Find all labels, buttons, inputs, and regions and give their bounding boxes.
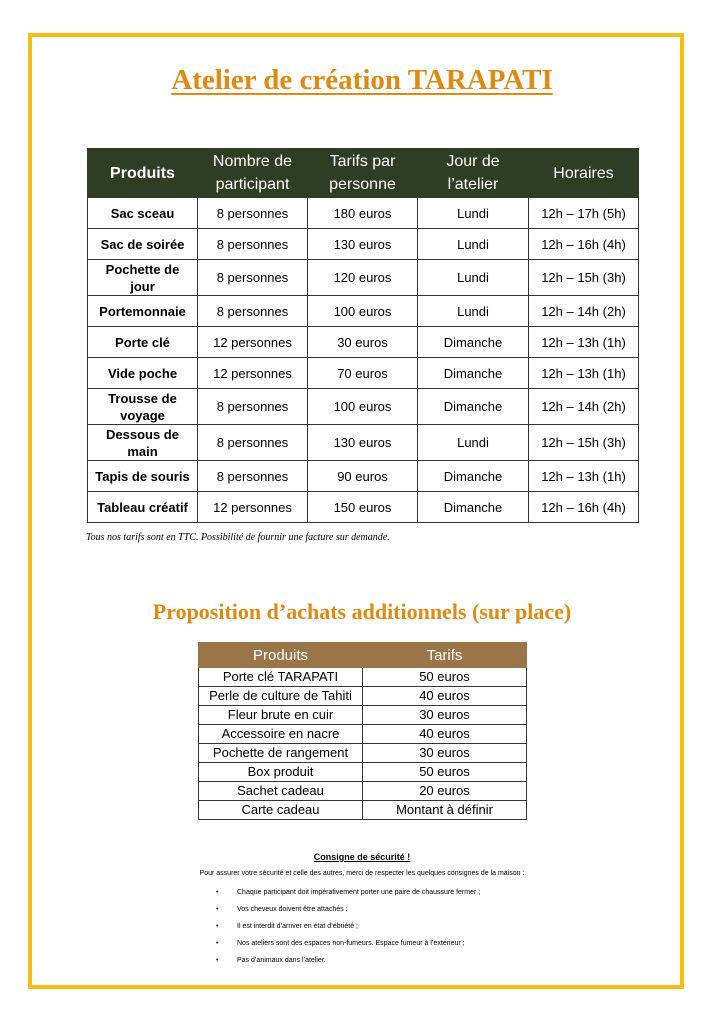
price-cell: 100 euros xyxy=(308,296,418,327)
hours-cell: 12h – 14h (2h) xyxy=(529,389,639,425)
hours-cell: 12h – 16h (4h) xyxy=(529,492,639,523)
table-row xyxy=(88,198,639,229)
header-participants: Nombre de participant xyxy=(198,149,308,198)
list-item xyxy=(216,884,480,901)
day-cell: Dimanche xyxy=(418,389,529,425)
table-row xyxy=(199,801,527,820)
header-horaires: Horaires xyxy=(529,149,639,198)
product-cell: Carte cadeau xyxy=(199,801,363,820)
hours-cell: 12h – 13h (1h) xyxy=(529,358,639,389)
list-item xyxy=(216,952,480,969)
price-cell: 180 euros xyxy=(308,198,418,229)
product-cell: Tapis de souris xyxy=(88,461,198,492)
product-cell: Accessoire en nacre xyxy=(199,725,363,744)
day-cell: Lundi xyxy=(418,229,529,260)
header-tarifs: Tarifs xyxy=(363,643,527,668)
table-row xyxy=(199,668,527,687)
price-cell: 120 euros xyxy=(308,260,418,296)
product-cell: Pochette de jour xyxy=(88,260,198,296)
product-cell: Fleur brute en cuir xyxy=(199,706,363,725)
price-cell: 130 euros xyxy=(308,229,418,260)
table-row xyxy=(88,425,639,461)
price-cell: 20 euros xyxy=(363,782,527,801)
table-row xyxy=(199,687,527,706)
safety-item-text: Nos ateliers sont des espaces non-fumeurs. Espace fumeur à l’extérieur ; xyxy=(237,940,465,947)
list-item xyxy=(216,935,480,952)
day-cell: Dimanche xyxy=(418,492,529,523)
table-row xyxy=(199,725,527,744)
product-cell: Vide poche xyxy=(88,358,198,389)
day-cell: Lundi xyxy=(418,425,529,461)
price-cell: 90 euros xyxy=(308,461,418,492)
table-row xyxy=(88,229,639,260)
product-cell: Sachet cadeau xyxy=(199,782,363,801)
hours-cell: 12h – 15h (3h) xyxy=(529,260,639,296)
product-cell: Sac sceau xyxy=(88,198,198,229)
workshop-table xyxy=(87,148,639,523)
product-cell: Tableau créatif xyxy=(88,492,198,523)
product-cell: Sac de soirée xyxy=(88,229,198,260)
price-cell: 50 euros xyxy=(363,668,527,687)
bullet-icon: • xyxy=(216,906,219,913)
day-cell: Dimanche xyxy=(418,461,529,492)
hours-cell: 12h – 17h (5h) xyxy=(529,198,639,229)
price-cell: 150 euros xyxy=(308,492,418,523)
day-cell: Dimanche xyxy=(418,327,529,358)
product-cell: Porte clé xyxy=(88,327,198,358)
day-cell: Lundi xyxy=(418,260,529,296)
table-row xyxy=(88,327,639,358)
price-cell: 30 euros xyxy=(363,706,527,725)
page-title: Atelier de création TARAPATI xyxy=(171,64,553,96)
table-row xyxy=(88,389,639,425)
day-cell: Lundi xyxy=(418,198,529,229)
participants-cell: 8 personnes xyxy=(198,461,308,492)
product-cell: Dessous de main xyxy=(88,425,198,461)
price-cell: 100 euros xyxy=(308,389,418,425)
price-cell: 30 euros xyxy=(308,327,418,358)
participants-cell: 8 personnes xyxy=(198,389,308,425)
participants-cell: 12 personnes xyxy=(198,492,308,523)
safety-item-text: Vos cheveux doivent être attachés ; xyxy=(237,906,348,913)
price-cell: 30 euros xyxy=(363,744,527,763)
product-cell: Box produit xyxy=(199,763,363,782)
product-cell: Porte clé TARAPATI xyxy=(199,668,363,687)
list-item xyxy=(216,918,480,935)
product-cell: Pochette de rangement xyxy=(199,744,363,763)
table-row xyxy=(88,461,639,492)
safety-intro: Pour assurer votre sécurité et celle des autres, merci de respecter les quelques consignes de la maison : xyxy=(199,870,525,877)
price-cell: 130 euros xyxy=(308,425,418,461)
additional-title: Proposition d’achats additionnels (sur place) xyxy=(152,599,572,624)
table-row xyxy=(88,260,639,296)
safety-item-text: Il est interdit d’arriver en état d’ébriété ; xyxy=(237,923,359,930)
product-cell: Portemonnaie xyxy=(88,296,198,327)
safety-item-text: Chaque participant doit impérativement porter une paire de chaussure fermer ; xyxy=(237,889,481,896)
product-cell: Perle de culture de Tahiti xyxy=(199,687,363,706)
product-cell: Trousse de voyage xyxy=(88,389,198,425)
hours-cell: 12h – 13h (1h) xyxy=(529,461,639,492)
list-item xyxy=(216,901,480,918)
header-produits: Produits xyxy=(199,643,363,668)
additional-header-row xyxy=(199,643,527,668)
header-produits: Produits xyxy=(88,149,198,198)
price-cell: 50 euros xyxy=(363,763,527,782)
hours-cell: 12h – 15h (3h) xyxy=(529,425,639,461)
bullet-icon: • xyxy=(216,889,219,896)
table-row xyxy=(199,744,527,763)
table-row xyxy=(199,763,527,782)
participants-cell: 12 personnes xyxy=(198,327,308,358)
table-row xyxy=(199,706,527,725)
price-cell: 70 euros xyxy=(308,358,418,389)
bullet-icon: • xyxy=(216,957,219,964)
table-row xyxy=(88,492,639,523)
tax-note: Tous nos tarifs sont en TTC. Possibilité de fournir une facture sur demande. xyxy=(86,532,390,543)
bullet-icon: • xyxy=(216,940,219,947)
table-row xyxy=(88,296,639,327)
participants-cell: 8 personnes xyxy=(198,425,308,461)
safety-list xyxy=(216,884,480,969)
header-tarifs: Tarifs par personne xyxy=(308,149,418,198)
safety-title: Consigne de sécurité ! xyxy=(313,852,411,862)
workshop-table-header-row xyxy=(88,149,639,198)
safety-item-text: Pas d’animaux dans l’atelier. xyxy=(237,957,326,964)
bullet-icon: • xyxy=(216,923,219,930)
day-cell: Dimanche xyxy=(418,358,529,389)
participants-cell: 8 personnes xyxy=(198,229,308,260)
header-jour: Jour de l’atelier xyxy=(418,149,529,198)
participants-cell: 8 personnes xyxy=(198,296,308,327)
price-cell: Montant à définir xyxy=(363,801,527,820)
participants-cell: 12 personnes xyxy=(198,358,308,389)
hours-cell: 12h – 13h (1h) xyxy=(529,327,639,358)
participants-cell: 8 personnes xyxy=(198,198,308,229)
day-cell: Lundi xyxy=(418,296,529,327)
price-cell: 40 euros xyxy=(363,687,527,706)
participants-cell: 8 personnes xyxy=(198,260,308,296)
hours-cell: 12h – 14h (2h) xyxy=(529,296,639,327)
additional-table xyxy=(198,642,527,820)
price-cell: 40 euros xyxy=(363,725,527,744)
table-row xyxy=(199,782,527,801)
table-row xyxy=(88,358,639,389)
hours-cell: 12h – 16h (4h) xyxy=(529,229,639,260)
